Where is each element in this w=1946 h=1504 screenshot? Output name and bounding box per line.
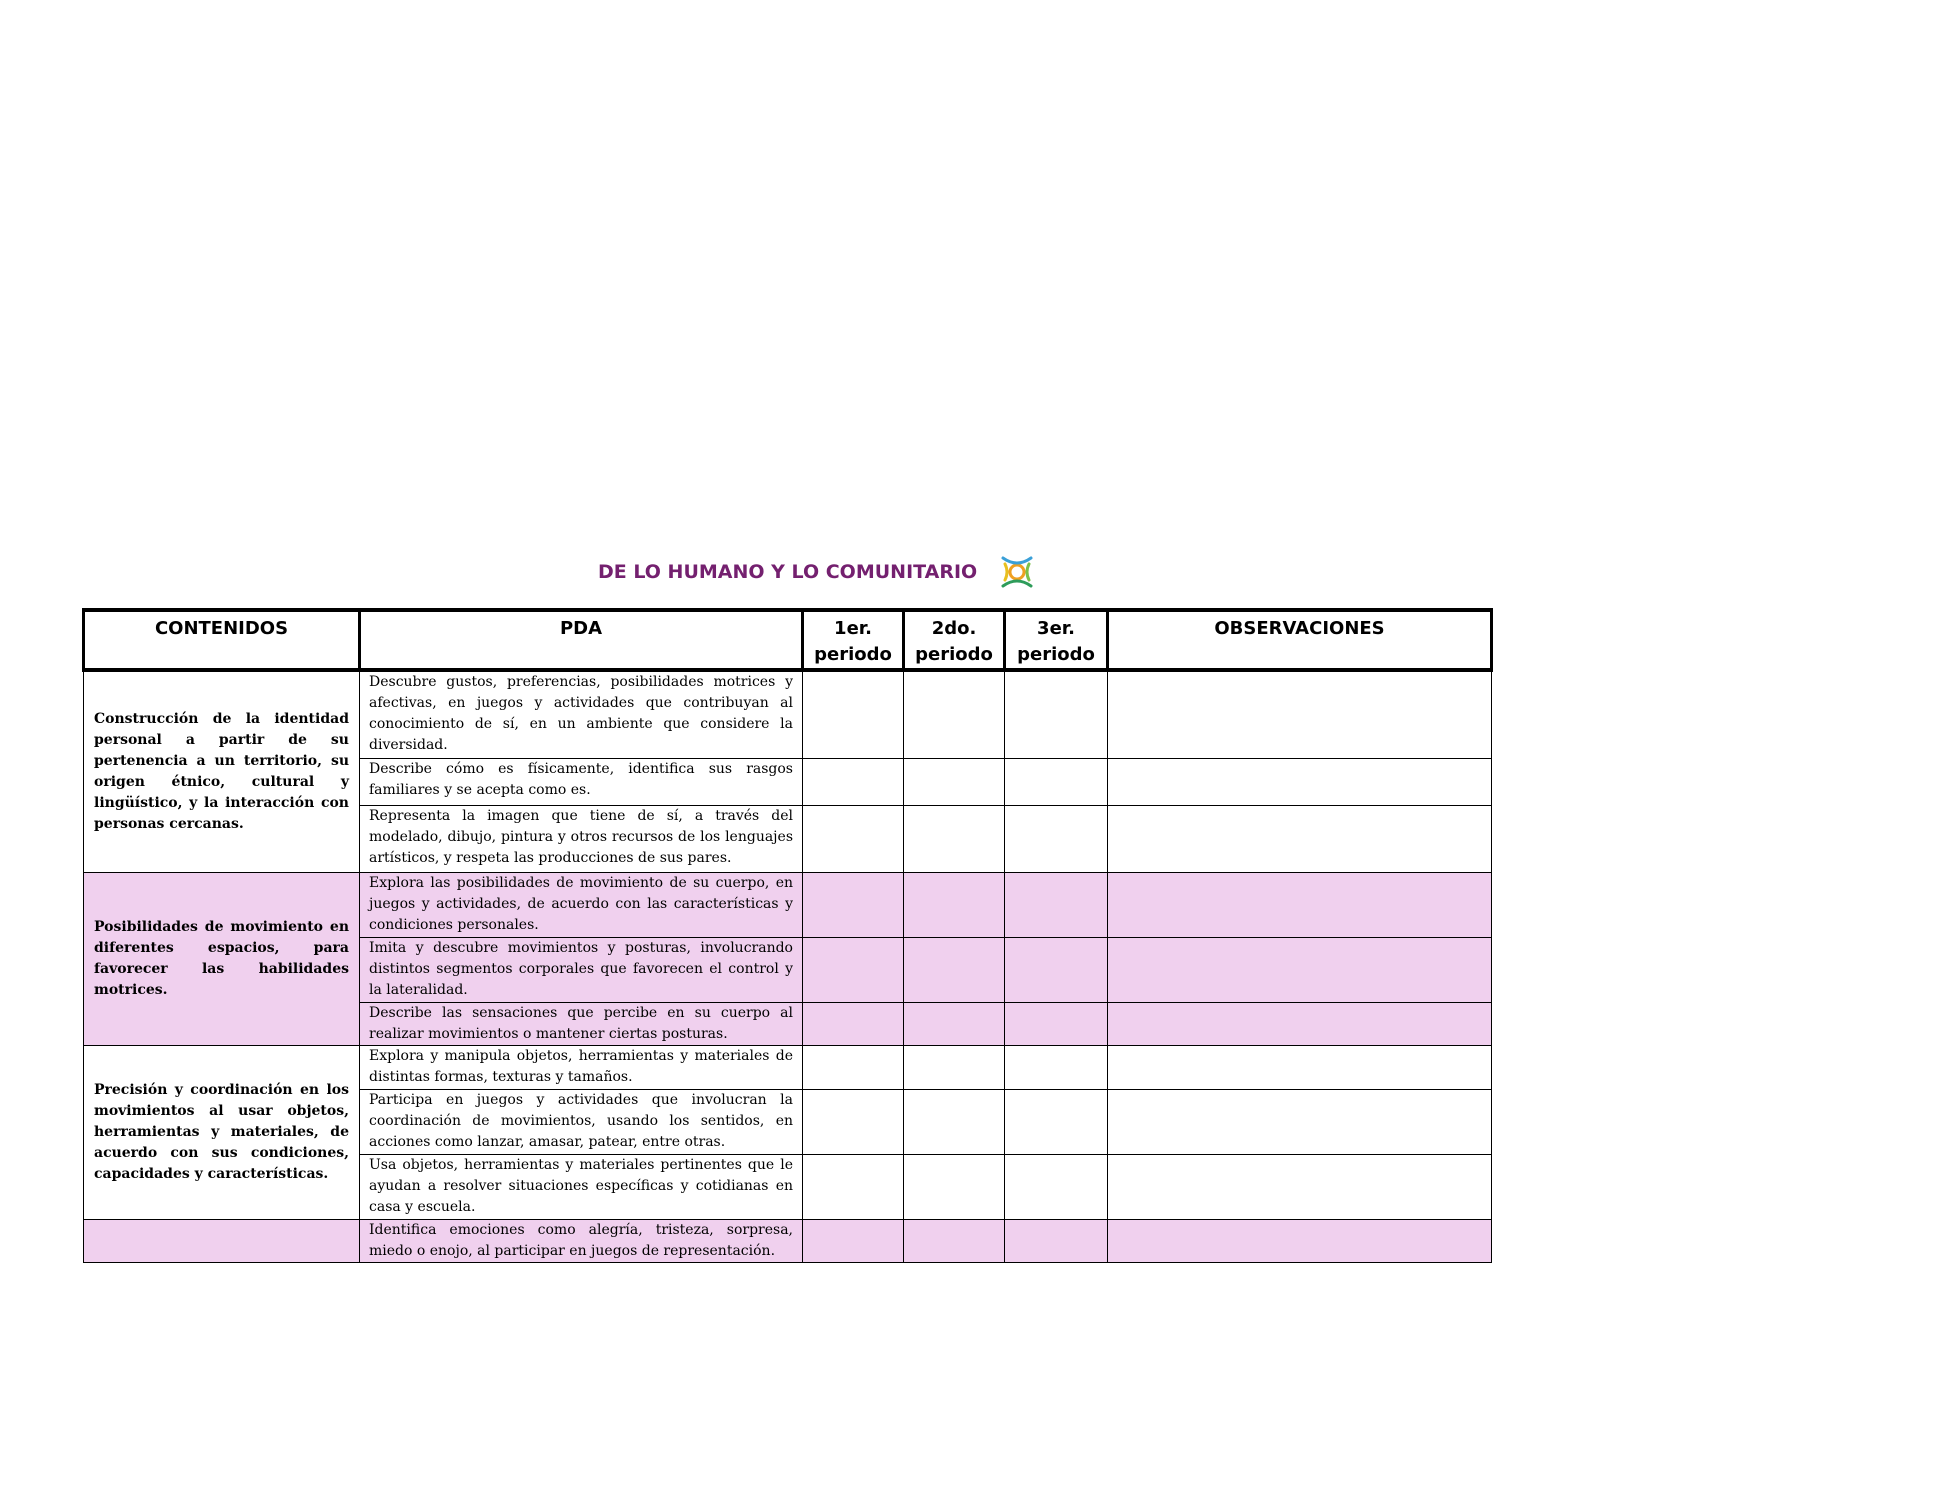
period-1-cell[interactable] [803,1154,904,1219]
period-3-cell[interactable] [1005,758,1108,805]
period-3-cell[interactable] [1005,1002,1108,1045]
pda-cell: Descubre gustos, preferencias, posibilidades motrices y afectivas, en juegos y actividades que contribuyan al conocimiento de sí, en un ambiente que considere la diversidad. [360,670,803,758]
period-2-cell[interactable] [904,872,1005,937]
period-1-cell[interactable] [803,1219,904,1262]
period-1-cell[interactable] [803,758,904,805]
table-row [84,1219,1492,1262]
header-period-3 [1005,610,1108,670]
section-header [598,552,1035,592]
table-row [84,670,1492,758]
header-pda: PDA [360,610,803,670]
page-title: DE LO HUMANO Y LO COMUNITARIO [598,561,978,583]
contenido-cell: Posibilidades de movimiento en diferentes espacios, para favorecer las habilidades motrices. [84,872,360,1045]
period-1-cell[interactable] [803,805,904,872]
period-2-cell[interactable] [904,1002,1005,1045]
header-period-3-line2: periodo [1017,644,1095,665]
table-header-row [84,610,1492,670]
period-3-cell[interactable] [1005,1089,1108,1154]
pda-cell: Identifica emociones como alegría, tristeza, sorpresa, miedo o enojo, al participar en juegos de representación. [360,1219,803,1262]
header-period-1-line1: 1er. [834,618,872,639]
colorful-interlinked-figures-logo-icon [999,554,1035,590]
period-1-cell[interactable] [803,872,904,937]
header-contenidos: CONTENIDOS [84,610,360,670]
observaciones-cell[interactable] [1108,1045,1492,1089]
observaciones-cell[interactable] [1108,805,1492,872]
pda-cell: Usa objetos, herramientas y materiales pertinentes que le ayudan a resolver situaciones específicas y cotidianas en casa y escuela. [360,1154,803,1219]
pda-cell: Participa en juegos y actividades que involucran la coordinación de movimientos, usando los sentidos, en acciones como lanzar, amasar, patear, entre otras. [360,1089,803,1154]
period-1-cell[interactable] [803,1045,904,1089]
table-row [84,1045,1492,1089]
period-3-cell[interactable] [1005,937,1108,1002]
observaciones-cell[interactable] [1108,1002,1492,1045]
period-1-cell[interactable] [803,1002,904,1045]
pda-cell: Describe cómo es físicamente, identifica sus rasgos familiares y se acepta como es. [360,758,803,805]
period-3-cell[interactable] [1005,1045,1108,1089]
observaciones-cell[interactable] [1108,758,1492,805]
period-2-cell[interactable] [904,1219,1005,1262]
period-1-cell[interactable] [803,1089,904,1154]
header-period-3-line1: 3er. [1037,618,1075,639]
observaciones-cell[interactable] [1108,1219,1492,1262]
period-1-cell[interactable] [803,937,904,1002]
period-3-cell[interactable] [1005,670,1108,758]
observaciones-cell[interactable] [1108,1089,1492,1154]
header-period-1-line2: periodo [814,644,892,665]
header-period-2-line1: 2do. [931,618,977,639]
evaluation-table [82,608,1493,1263]
table-row [84,872,1492,937]
header-period-2-line2: periodo [915,644,993,665]
period-3-cell[interactable] [1005,1219,1108,1262]
period-2-cell[interactable] [904,758,1005,805]
pda-cell: Imita y descubre movimientos y posturas, involucrando distintos segmentos corporales que favorecen el control y la lateralidad. [360,937,803,1002]
pda-cell: Describe las sensaciones que percibe en su cuerpo al realizar movimientos o mantener ciertas posturas. [360,1002,803,1045]
pda-cell: Representa la imagen que tiene de sí, a través del modelado, dibujo, pintura y otros recursos de los lenguajes artísticos, y respeta las producciones de sus pares. [360,805,803,872]
period-2-cell[interactable] [904,805,1005,872]
contenido-cell [84,1219,360,1262]
period-2-cell[interactable] [904,670,1005,758]
observaciones-cell[interactable] [1108,670,1492,758]
contenido-cell: Construcción de la identidad personal a partir de su pertenencia a un territorio, su origen étnico, cultural y lingüístico, y la interacción con personas cercanas. [84,670,360,872]
period-2-cell[interactable] [904,937,1005,1002]
period-3-cell[interactable] [1005,872,1108,937]
pda-cell: Explora y manipula objetos, herramientas y materiales de distintas formas, texturas y tamaños. [360,1045,803,1089]
header-period-1 [803,610,904,670]
observaciones-cell[interactable] [1108,1154,1492,1219]
period-3-cell[interactable] [1005,1154,1108,1219]
pda-cell: Explora las posibilidades de movimiento de su cuerpo, en juegos y actividades, de acuerdo con las características y condiciones personales. [360,872,803,937]
period-1-cell[interactable] [803,670,904,758]
observaciones-cell[interactable] [1108,872,1492,937]
period-2-cell[interactable] [904,1045,1005,1089]
contenido-cell: Precisión y coordinación en los movimientos al usar objetos, herramientas y materiales, de acuerdo con sus condiciones, capacidades y características. [84,1045,360,1219]
period-2-cell[interactable] [904,1154,1005,1219]
header-period-2 [904,610,1005,670]
header-observaciones: OBSERVACIONES [1108,610,1492,670]
period-3-cell[interactable] [1005,805,1108,872]
period-2-cell[interactable] [904,1089,1005,1154]
observaciones-cell[interactable] [1108,937,1492,1002]
